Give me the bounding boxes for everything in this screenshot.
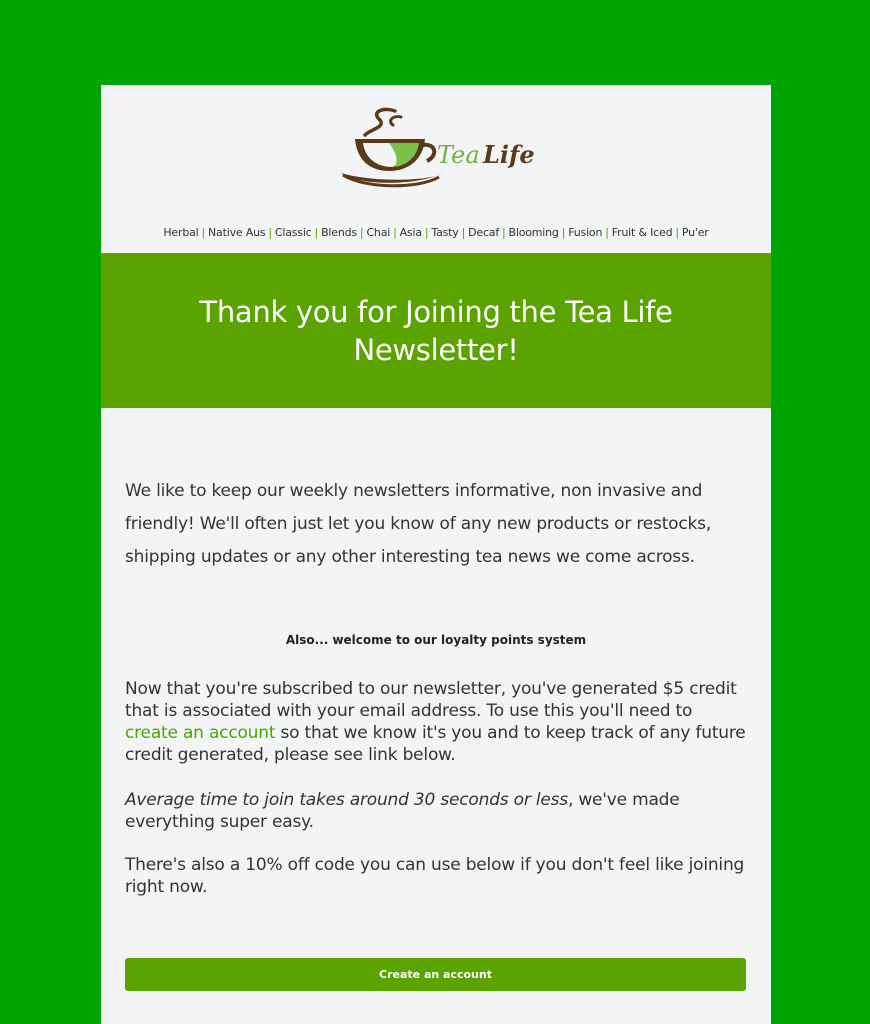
logo-header bbox=[101, 101, 771, 201]
nav-separator: | bbox=[605, 226, 609, 239]
tea-life-logo-icon[interactable] bbox=[335, 103, 535, 193]
nav-link-blooming[interactable]: Blooming bbox=[508, 226, 559, 239]
nav-separator: | bbox=[201, 226, 206, 239]
nav-link-fruit-iced[interactable]: Fruit & Iced bbox=[611, 226, 673, 239]
nav-link-blends[interactable]: Blends bbox=[321, 226, 357, 239]
nav-separator: | bbox=[268, 226, 272, 239]
nav-separator: | bbox=[502, 226, 506, 239]
nav-separator: | bbox=[424, 226, 429, 239]
nav-separator: | bbox=[393, 226, 397, 239]
intro-paragraph: We like to keep our weekly newsletters informative, non invasive and friendly! We'll often just let you know of any new products or restocks, shipping updates or any other interesting tea news we come across. bbox=[125, 481, 712, 567]
loyalty-credit-paragraph bbox=[125, 678, 749, 766]
join-time-italic: Average time to join takes around 30 seconds or less bbox=[125, 790, 568, 810]
nav-link-puer[interactable]: Pu'er bbox=[681, 226, 709, 239]
svg-text:Life: Life bbox=[483, 140, 535, 169]
nav-link-chai[interactable]: Chai bbox=[366, 226, 391, 239]
join-time-rest: , we've made everything super easy. bbox=[125, 790, 680, 832]
category-nav bbox=[101, 226, 771, 239]
nav-link-tasty[interactable]: Tasty bbox=[431, 226, 459, 239]
hero-banner bbox=[101, 253, 771, 408]
nav-link-decaf[interactable]: Decaf bbox=[468, 226, 500, 239]
nav-separator: | bbox=[675, 226, 679, 239]
svg-text:Tea: Tea bbox=[437, 141, 480, 169]
nav-link-classic[interactable]: Classic bbox=[274, 226, 312, 239]
loyalty-credit-text: Now that you're subscribed to our newsletter, you've generated $5 credit that is associated with your email address. To use this you'll need to bbox=[125, 679, 737, 721]
nav-separator: | bbox=[314, 226, 319, 239]
create-account-link[interactable]: create an account bbox=[125, 723, 276, 743]
nav-separator: | bbox=[461, 226, 466, 239]
nav-link-native-aus[interactable]: Native Aus bbox=[208, 226, 266, 239]
nav-link-herbal[interactable]: Herbal bbox=[163, 226, 199, 239]
email-body bbox=[101, 85, 771, 1024]
loyalty-credit-text-end: so that we know it's you and to keep track of any future credit generated, please see link below. bbox=[125, 723, 746, 765]
join-time-paragraph bbox=[125, 789, 749, 833]
create-account-button[interactable]: Create an account bbox=[125, 958, 746, 991]
discount-code-paragraph: There's also a 10% off code you can use below if you don't feel like joining right now. bbox=[125, 855, 745, 897]
nav-link-fusion[interactable]: Fusion bbox=[568, 226, 603, 239]
nav-separator: | bbox=[359, 226, 364, 239]
hero-title: Thank you for Joining the Tea Life Newsletter! bbox=[199, 294, 673, 367]
nav-separator: | bbox=[561, 226, 566, 239]
loyalty-heading: Also... welcome to our loyalty points system bbox=[285, 633, 587, 647]
nav-link-asia[interactable]: Asia bbox=[399, 226, 422, 239]
